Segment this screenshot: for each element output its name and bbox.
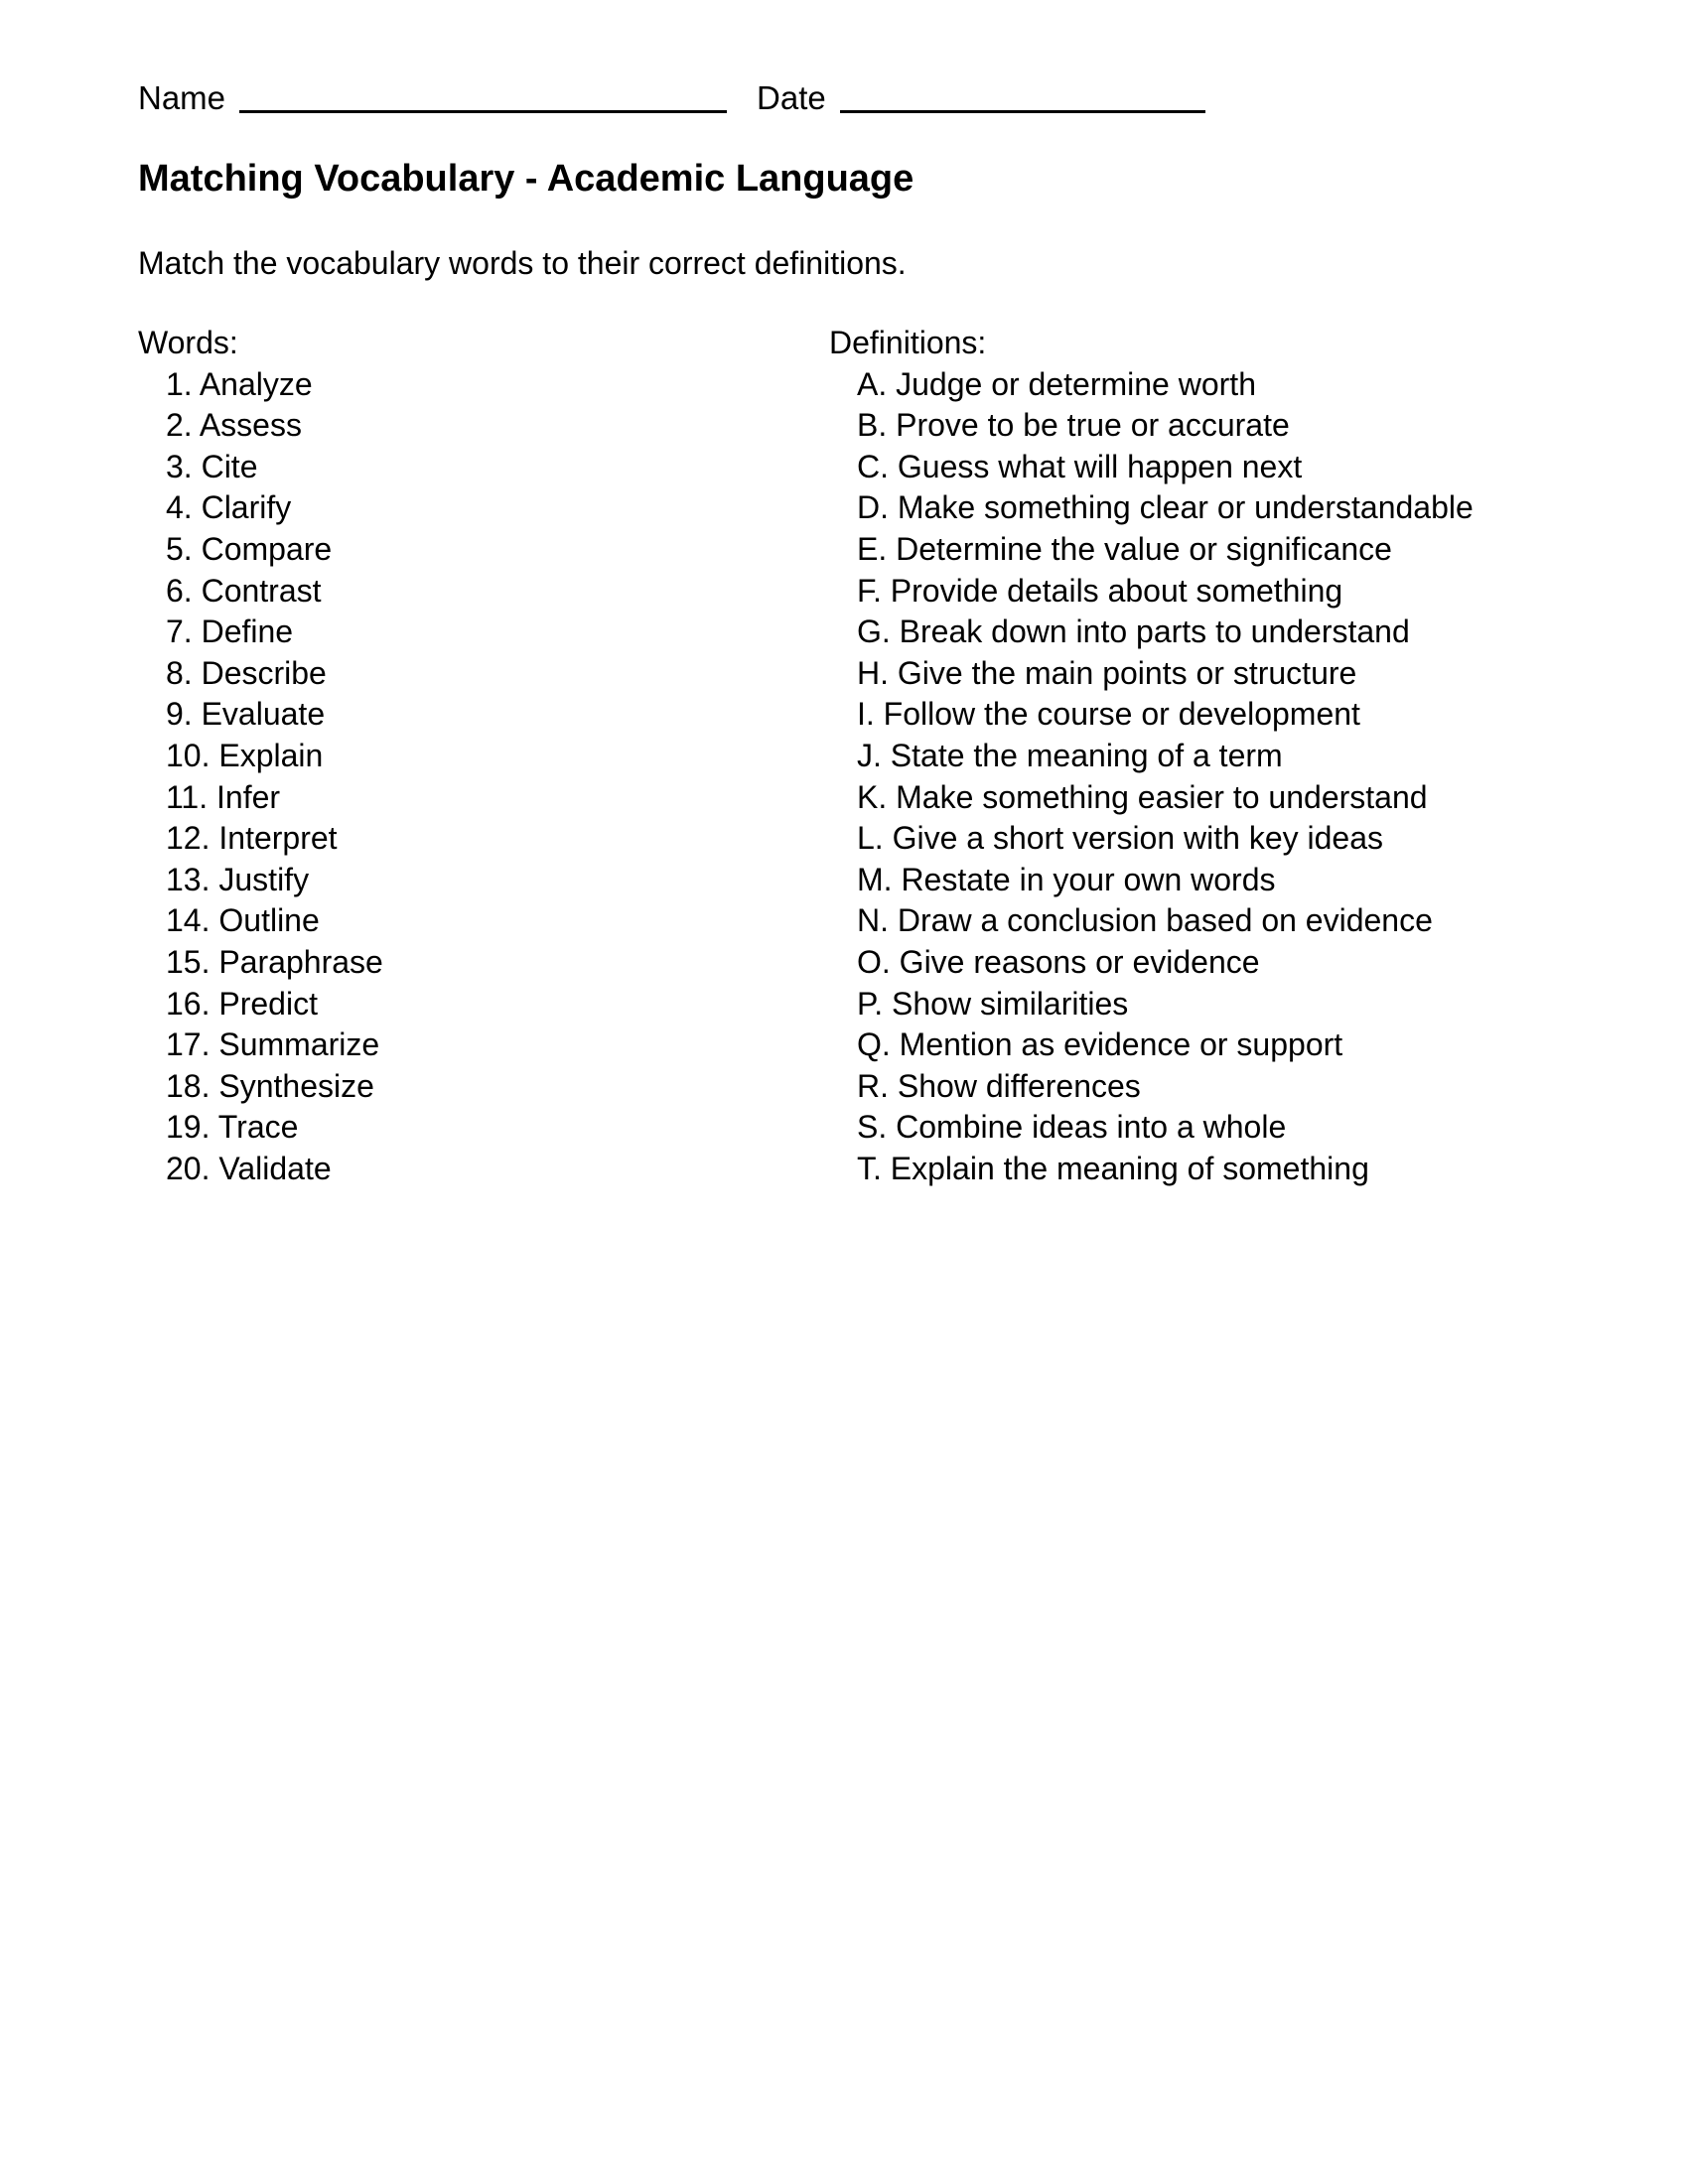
word-item: 13. Justify xyxy=(166,861,310,897)
definition-item: K. Make something easier to understand xyxy=(857,778,1428,815)
name-date-line xyxy=(138,77,1205,119)
word-item: 19. Trace xyxy=(166,1109,299,1146)
word-item: 6. Contrast xyxy=(166,572,322,609)
definition-item: J. State the meaning of a term xyxy=(857,737,1283,773)
definitions-heading: Definitions: xyxy=(829,325,987,360)
definition-item: G. Break down into parts to understand xyxy=(857,614,1410,650)
definition-item: F. Provide details about something xyxy=(857,572,1343,609)
word-item: 10. Explain xyxy=(166,737,324,773)
definition-item: Q. Mention as evidence or support xyxy=(857,1026,1343,1063)
word-item: 18. Synthesize xyxy=(166,1067,374,1104)
definition-item: A. Judge or determine worth xyxy=(857,365,1256,402)
definition-item: B. Prove to be true or accurate xyxy=(857,407,1290,444)
word-item: 11. Infer xyxy=(166,778,281,815)
definition-item: N. Draw a conclusion based on evidence xyxy=(857,902,1433,939)
word-item: 15. Paraphrase xyxy=(166,943,383,980)
word-item: 3. Cite xyxy=(166,448,258,484)
name-label: Name xyxy=(138,79,226,116)
definition-item: M. Restate in your own words xyxy=(857,861,1276,897)
definition-item: L. Give a short version with key ideas xyxy=(857,820,1384,857)
words-heading: Words: xyxy=(138,325,238,360)
word-item: 17. Summarize xyxy=(166,1026,380,1063)
definition-item: D. Make something clear or understandable xyxy=(857,489,1474,526)
date-label: Date xyxy=(757,79,826,116)
word-item: 7. Define xyxy=(166,614,294,650)
definitions-list xyxy=(829,364,1584,1190)
instructions-text: Match the vocabulary words to their correct definitions. xyxy=(138,245,907,281)
definitions-column xyxy=(829,323,1584,1189)
worksheet-title: Matching Vocabulary - Academic Language xyxy=(138,158,914,200)
definition-item: S. Combine ideas into a whole xyxy=(857,1109,1287,1146)
word-item: 14. Outline xyxy=(166,902,320,939)
definition-item: E. Determine the value or significance xyxy=(857,530,1392,567)
definition-item: I. Follow the course or development xyxy=(857,696,1360,733)
definition-item: T. Explain the meaning of something xyxy=(857,1150,1369,1186)
definition-item: C. Guess what will happen next xyxy=(857,448,1303,484)
word-item: 9. Evaluate xyxy=(166,696,326,733)
word-item: 12. Interpret xyxy=(166,820,338,857)
date-blank-line[interactable] xyxy=(840,78,1205,113)
word-item: 4. Clarify xyxy=(166,489,292,526)
definition-item: R. Show differences xyxy=(857,1067,1141,1104)
definition-item: H. Give the main points or structure xyxy=(857,654,1357,691)
words-column xyxy=(138,323,774,1189)
name-blank-line[interactable] xyxy=(239,78,727,113)
word-item: 1. Analyze xyxy=(166,365,313,402)
definition-item: O. Give reasons or evidence xyxy=(857,943,1260,980)
words-list xyxy=(138,364,774,1190)
definition-item: P. Show similarities xyxy=(857,985,1129,1022)
word-item: 5. Compare xyxy=(166,530,333,567)
word-item: 16. Predict xyxy=(166,985,318,1022)
word-item: 8. Describe xyxy=(166,654,327,691)
word-item: 20. Validate xyxy=(166,1150,332,1186)
word-item: 2. Assess xyxy=(166,407,302,444)
